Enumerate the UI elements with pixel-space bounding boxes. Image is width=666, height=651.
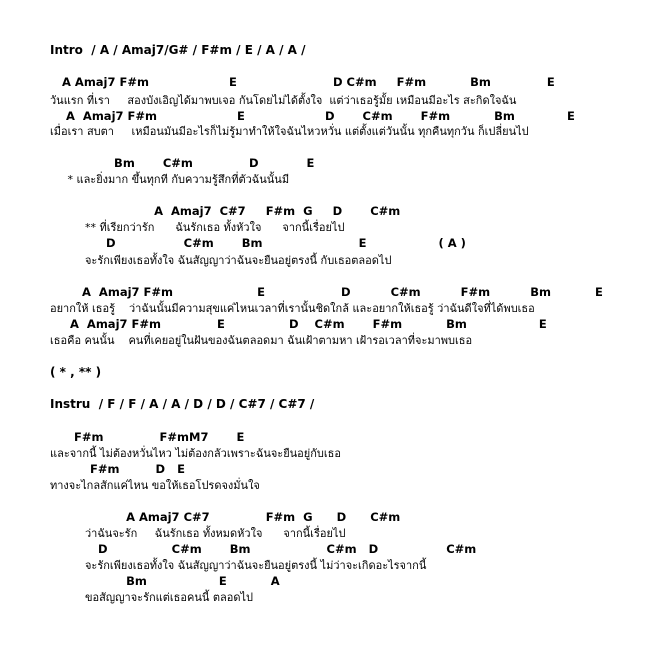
instrumental-line: Instru / F / F / A / A / D / D / C#7 / C#7 / — [50, 397, 315, 411]
chord-line: D C#m Bm C#m D C#m — [50, 542, 477, 556]
lyric-line: จะรักเพียงเธอทั้งใจ ฉันสัญญาว่าฉันจะยืนอยู่ตรงนี้ กับเธอตลอดไป — [50, 254, 392, 267]
chord-line: Bm C#m D E — [50, 156, 315, 170]
chord-line: A Amaj7 F#m E D C#m F#m Bm E — [50, 75, 555, 89]
lyric-line: ** ที่เรียกว่ารัก ฉันรักเธอ ทั้งหัวใจ จากนี้เรื่อยไป — [50, 221, 345, 234]
lyric-line: เมื่อเรา สบตา เหมือนมันมีอะไรก็ไม่รู้มาทำให้ใจฉันไหวหวั่น แต่ตั้งแต่วันนั้น ทุกคืนทุกวัน ก็เปลี่ยนไป — [50, 125, 529, 138]
lyric-line: วันแรก ที่เรา สองบังเอิญได้มาพบเจอ กันโดยไม่ได้ตั้งใจ แต่ว่าเธอรู้มั้ย เหมือนมีอะไร สะกิดใจฉัน — [50, 94, 517, 107]
chord-line: A Amaj7 F#m E D C#m F#m Bm E — [50, 109, 575, 123]
intro-line: Intro / A / Amaj7/G# / F#m / E / A / A / — [50, 43, 306, 57]
chord-line: A Amaj7 F#m E D C#m F#m Bm E — [50, 317, 547, 331]
lyric-line: ทางจะไกลสักแค่ไหน ขอให้เธอโปรดจงมั่นใจ — [50, 479, 260, 492]
chord-line: F#m D E — [50, 462, 185, 476]
lyric-line: ว่าฉันจะรัก ฉันรักเธอ ทั้งหมดหัวใจ จากนี้เรื่อยไป — [50, 527, 346, 540]
chord-line: F#m F#mM7 E — [50, 430, 245, 444]
chord-line: A Amaj7 C#7 F#m G D C#m — [50, 510, 401, 524]
lyric-line: ขอสัญญาจะรักแต่เธอคนนี้ ตลอดไป — [50, 591, 254, 604]
lyric-line: * และยิ่งมาก ขึ้นทุกที กับความรู้สึกที่ตัวฉันนั้นมี — [50, 173, 290, 186]
lyric-line: และจากนี้ ไม่ต้องหวั่นไหว ไม่ต้องกลัวเพราะฉันจะยืนอยู่กับเธอ — [50, 447, 341, 460]
lyric-line: อยากให้ เธอรู้ ว่าฉันนั้นมีความสุขแค่ไหนเวลาที่เรานั้นชิดใกล้ และอยากให้เธอรู้ ว่าฉันดีใจที่ได้พบเธอ — [50, 302, 535, 315]
repeat-marker: ( * , ** ) — [50, 365, 102, 379]
chord-line: Bm E A — [50, 574, 280, 588]
chord-line: D C#m Bm E ( A ) — [50, 236, 466, 250]
lyric-line: เธอคือ คนนั้น คนที่เคยอยู่ในฝันของฉันตลอดมา ฉันเฝ้าตามหา เฝ้ารอเวลาที่จะมาพบเธอ — [50, 334, 473, 347]
lyric-line: จะรักเพียงเธอทั้งใจ ฉันสัญญาว่าฉันจะยืนอยู่ตรงนี้ ไม่ว่าจะเกิดอะไรจากนี้ — [50, 559, 427, 572]
chord-line: A Amaj7 C#7 F#m G D C#m — [50, 204, 401, 218]
chord-line: A Amaj7 F#m E D C#m F#m Bm E — [50, 285, 603, 299]
